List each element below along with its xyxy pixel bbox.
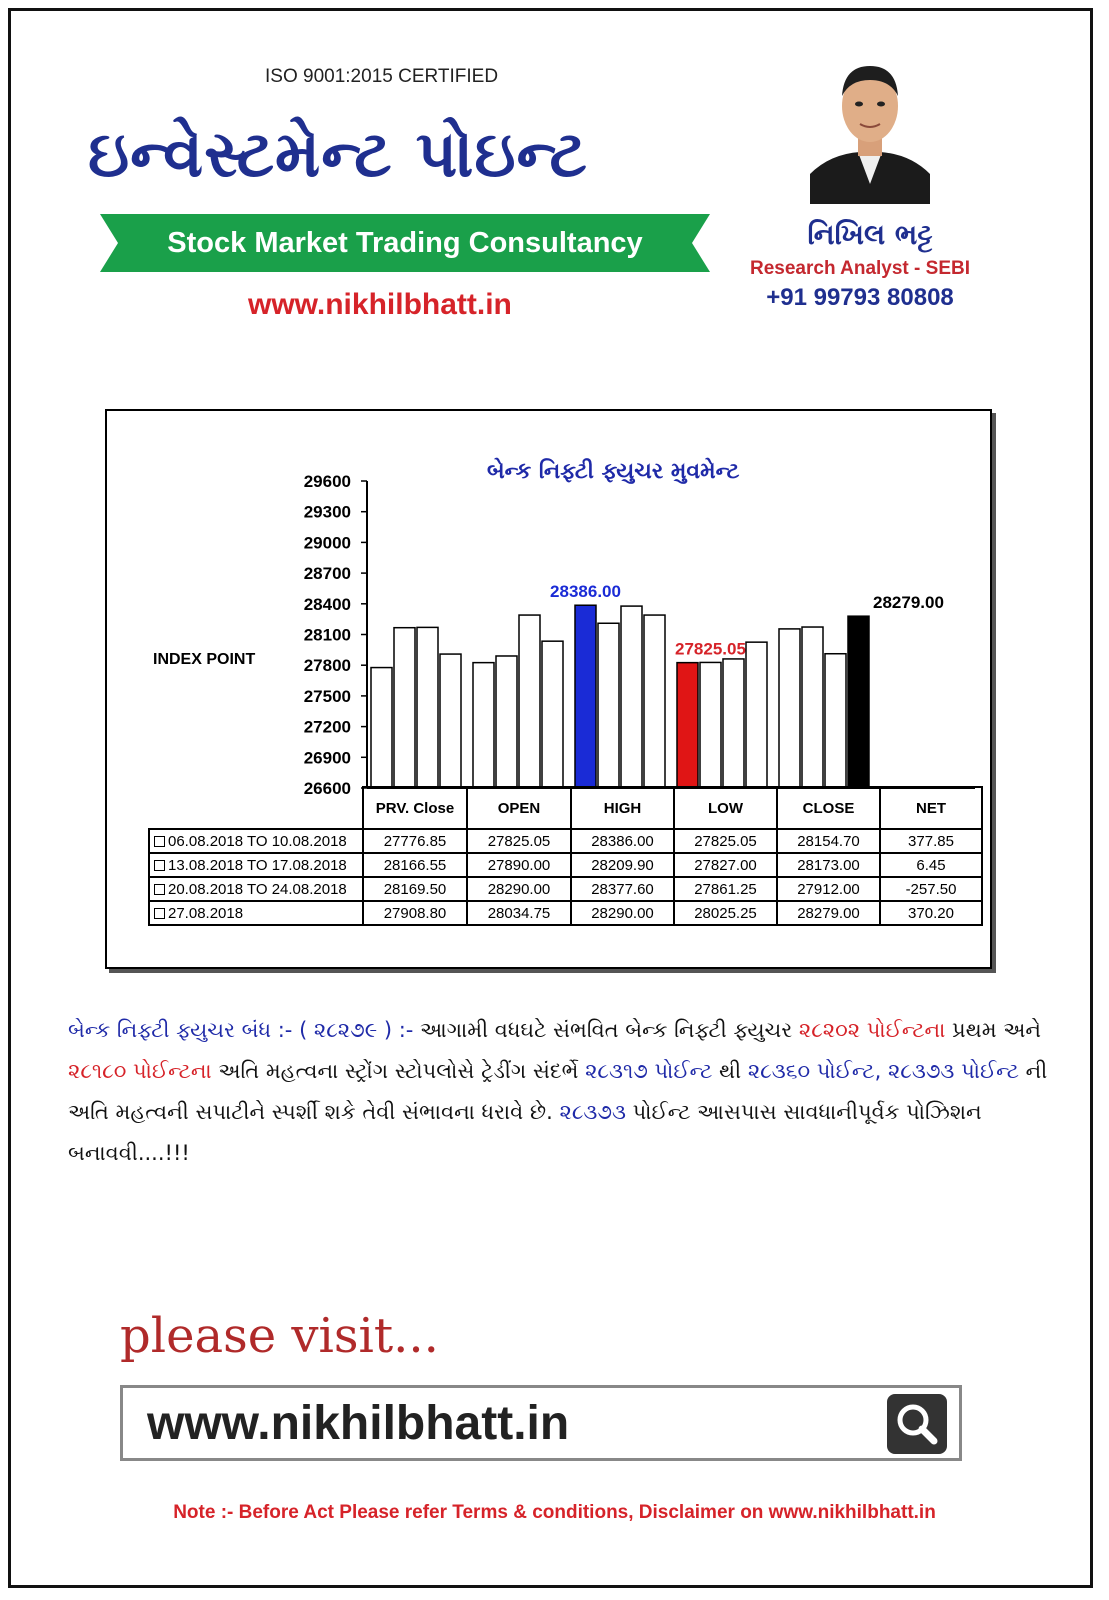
tagline-text: Stock Market Trading Consultancy: [167, 227, 643, 259]
row-label-text: 13.08.2018 TO 17.08.2018: [168, 856, 347, 874]
table-cell: 28154.70: [777, 829, 880, 853]
y-tick-label: 28400: [303, 594, 351, 614]
bar: [371, 668, 392, 788]
table-corner: [149, 787, 363, 829]
y-tick-label: 28700: [303, 564, 351, 584]
table-cell: 27825.05: [674, 829, 777, 853]
magnifier-icon[interactable]: [887, 1394, 947, 1454]
bar: [394, 628, 415, 788]
row-label: [149, 877, 363, 901]
table-cell: 28279.00: [777, 901, 880, 925]
table-cell: 28386.00: [571, 829, 674, 853]
analysis-text: આગામી વધઘટે સંભવિત બેન્ક નિફ્ટી ફ્યુચર: [413, 1018, 799, 1042]
analysis-level: ૨૮૧૮૦ પોઈન્ટના: [68, 1059, 212, 1083]
bar: [496, 656, 517, 788]
analysis-level: ૨૮૨૦૨ પોઈન્ટના: [798, 1018, 946, 1042]
analyst-photo: [810, 44, 930, 204]
analyst-name: નિખિલ ભટ્ટ: [807, 218, 933, 251]
y-tick-label: 29000: [303, 533, 351, 553]
y-tick-label: 28100: [303, 625, 351, 645]
analysis-text: પોઈન્ટ આસપાસ સાવધાનીપૂર્વક પોઝિશન બનાવવી....!!!: [68, 1100, 982, 1165]
disclaimer-note: Note :- Before Act Please refer Terms & conditions, Disclaimer on www.nikhilbhatt.in: [173, 1502, 936, 1523]
bar: [644, 615, 665, 788]
please-visit-text: please visit...: [120, 1308, 439, 1364]
analysis-target: ૨૮૩૬૦ પોઈન્ટ, ૨૮૩૭૩ પોઈન્ટ: [747, 1059, 1019, 1083]
bar: [542, 641, 563, 788]
table-cell: 27825.05: [467, 829, 571, 853]
analyst-phone[interactable]: +91 99793 80808: [766, 284, 954, 311]
column-header: OPEN: [467, 787, 571, 829]
table-cell: 28034.75: [467, 901, 571, 925]
table-cell: -257.50: [880, 877, 982, 901]
table-cell: 28377.60: [571, 877, 674, 901]
y-tick-label: 29300: [303, 502, 351, 522]
legend-swatch: [154, 884, 165, 895]
analysis-text: થી: [712, 1059, 748, 1083]
table-row: [149, 853, 982, 877]
table-cell: 28290.00: [467, 877, 571, 901]
table-cell: 28290.00: [571, 901, 674, 925]
column-header: HIGH: [571, 787, 674, 829]
y-tick-label: 26900: [303, 748, 351, 768]
table-cell: 27912.00: [777, 877, 880, 901]
table-cell: 27861.25: [674, 877, 777, 901]
analysis-target: ૨૮૩૧૭ પોઈન્ટ: [585, 1059, 713, 1083]
table-cell: 377.85: [880, 829, 982, 853]
data-table: [148, 786, 983, 926]
analysis-text: ની અતિ મહત્વની સપાટીને સ્પર્શી શકે તેવી સંભાવના ધરાવે છે.: [68, 1059, 1048, 1124]
legend-swatch: [154, 836, 165, 847]
row-label: [149, 901, 363, 925]
column-header: NET: [880, 787, 982, 829]
y-tick-label: 29600: [303, 472, 351, 491]
chart-title: બેન્ક નિફ્ટી ફ્યુચર મુવમેન્ટ: [487, 459, 740, 484]
column-header: CLOSE: [777, 787, 880, 829]
table-cell: 28173.00: [777, 853, 880, 877]
y-tick-label: 27500: [303, 686, 351, 706]
bar: [779, 629, 800, 788]
tagline-ribbon: [100, 214, 710, 272]
legend-swatch: [154, 860, 165, 871]
bar: [746, 642, 767, 788]
analysis-paragraph: [68, 1010, 1048, 1174]
table-cell: 28025.25: [674, 901, 777, 925]
y-axis-label: INDEX POINT: [153, 651, 256, 668]
bar: [440, 654, 461, 788]
table-cell: 27908.80: [363, 901, 467, 925]
bar: [848, 616, 869, 788]
table-cell: 27827.00: [674, 853, 777, 877]
table-row: [149, 829, 982, 853]
bar: [802, 627, 823, 788]
analysis-heading: બેન્ક નિફ્ટી ફ્યુચર બંધ :- ( ૨૮૨૭૯ ) :-: [68, 1018, 414, 1042]
table-cell: 370.20: [880, 901, 982, 925]
row-label: [149, 829, 363, 853]
data-label: 27825.05: [675, 639, 746, 659]
table-cell: 27890.00: [467, 853, 571, 877]
bar: [621, 606, 642, 788]
y-tick-label: 27200: [303, 717, 351, 737]
data-label: 28386.00: [550, 582, 621, 602]
row-label-text: 06.08.2018 TO 10.08.2018: [168, 832, 347, 850]
row-label-text: 27.08.2018: [168, 904, 244, 922]
table-cell: 28166.55: [363, 853, 467, 877]
row-label: [149, 853, 363, 877]
table-cell: 6.45: [880, 853, 982, 877]
bar: [519, 615, 540, 788]
bar: [473, 663, 494, 788]
column-header: LOW: [674, 787, 777, 829]
analysis-target: ૨૮૩૭૩: [559, 1100, 626, 1124]
table-row: [149, 901, 982, 925]
bar: [575, 605, 596, 788]
row-label-text: 20.08.2018 TO 24.08.2018: [168, 880, 347, 898]
iso-certification: ISO 9001:2015 CERTIFIED: [265, 66, 499, 87]
table-cell: 28209.90: [571, 853, 674, 877]
analyst-role: Research Analyst - SEBI: [750, 258, 970, 279]
column-header: PRV. Close: [363, 787, 467, 829]
bar: [598, 623, 619, 788]
bar: [723, 659, 744, 788]
table-row: [149, 877, 982, 901]
bar: [417, 627, 438, 788]
search-url-text[interactable]: www.nikhilbhatt.in: [147, 1397, 570, 1450]
analysis-text: અતિ મહત્વના સ્ટ્રોંગ સ્ટોપલોસે ટ્રેડીંગ સંદર્ભે: [211, 1059, 586, 1083]
table-header-row: [149, 787, 982, 829]
analysis-text: પ્રથમ અને: [945, 1018, 1042, 1042]
website-search-bar[interactable]: [120, 1385, 962, 1461]
brand-title: ઇન્વેસ્ટમેન્ટ પોઇન્ટ: [88, 118, 588, 192]
header-website-link[interactable]: www.nikhilbhatt.in: [248, 288, 512, 321]
bar: [700, 662, 721, 788]
y-tick-label: 27800: [303, 656, 351, 676]
table-cell: 28169.50: [363, 877, 467, 901]
legend-swatch: [154, 908, 165, 919]
bar: [677, 663, 698, 788]
bar: [825, 654, 846, 788]
y-tick-label: 26600: [303, 779, 351, 798]
table-cell: 27776.85: [363, 829, 467, 853]
data-label: 28279.00: [873, 593, 944, 613]
